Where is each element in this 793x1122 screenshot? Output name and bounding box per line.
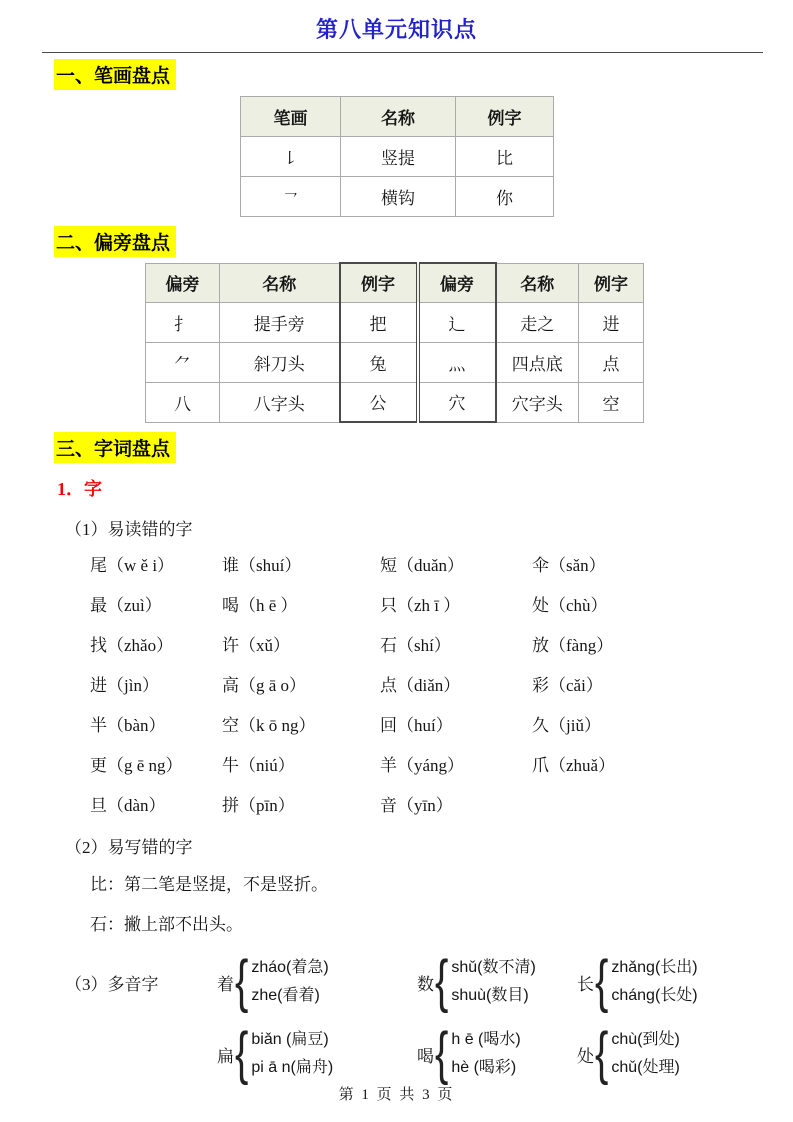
radical-cell: 辶 bbox=[418, 302, 496, 342]
column-header: 名称 bbox=[220, 263, 340, 302]
subsection-zi-heading: 1．字 bbox=[57, 479, 102, 499]
brace-glyph: { bbox=[435, 950, 449, 1014]
brace-glyph: { bbox=[235, 1022, 249, 1086]
polyphone-readings bbox=[451, 954, 535, 1010]
section-3-heading: 三、字词盘点 bbox=[54, 432, 176, 463]
table-row bbox=[241, 137, 554, 177]
radical-name-cell: 斜刀头 bbox=[220, 342, 340, 382]
word-item: 最（zuì） bbox=[90, 596, 162, 615]
word-item: 伞（sǎn） bbox=[532, 556, 606, 575]
radical-name-cell: 四点底 bbox=[496, 342, 579, 382]
polyphone-char: 长 bbox=[577, 974, 594, 994]
word-item: 音（yīn） bbox=[380, 796, 453, 815]
reading-top: zháo(着急) bbox=[251, 959, 329, 976]
example-char-cell: 公 bbox=[340, 382, 418, 422]
word-item: 彩（cǎi） bbox=[532, 676, 603, 695]
column-header: 名称 bbox=[341, 97, 456, 137]
reading-bottom: pi ā n(扁舟) bbox=[251, 1059, 334, 1076]
section-1-heading: 一、笔画盘点 bbox=[54, 59, 176, 90]
polyphone-readings bbox=[251, 954, 328, 1010]
polyphone-group bbox=[417, 1022, 577, 1086]
stroke-table bbox=[240, 96, 554, 217]
polyphone-char: 扁 bbox=[217, 1046, 234, 1066]
reading-bottom: hè (喝彩) bbox=[451, 1059, 517, 1076]
radical-name-cell: 穴字头 bbox=[496, 382, 579, 422]
radical-cell: 扌 bbox=[146, 302, 220, 342]
word-item: 点（diǎn） bbox=[380, 676, 461, 695]
table-row bbox=[146, 302, 644, 342]
stroke-name-cell: 竖提 bbox=[341, 137, 456, 177]
section-1 bbox=[57, 59, 757, 90]
reading-bottom: zhe(看着) bbox=[251, 987, 320, 1004]
title-divider bbox=[42, 52, 763, 53]
column-header: 例字 bbox=[456, 97, 554, 137]
polyphone-group bbox=[217, 1022, 417, 1086]
example-char-cell: 空 bbox=[579, 382, 644, 422]
word-item: 放（fàng） bbox=[532, 636, 614, 655]
page-number: 第 1 页 共 3 页 bbox=[338, 1087, 455, 1103]
column-header: 笔画 bbox=[241, 97, 341, 137]
stroke-glyph-cell: ㇙ bbox=[241, 137, 341, 177]
example-char-cell: 兔 bbox=[340, 342, 418, 382]
word-item: 找（zhǎo） bbox=[90, 636, 174, 655]
polyphone-readings bbox=[251, 1026, 333, 1082]
radical-cell: 穴 bbox=[418, 382, 496, 422]
brace-glyph: { bbox=[435, 1022, 449, 1086]
brace-glyph: { bbox=[595, 950, 609, 1014]
column-header: 名称 bbox=[496, 263, 579, 302]
polyphone-readings bbox=[451, 1026, 520, 1082]
example-char-cell: 把 bbox=[340, 302, 418, 342]
word-item: 许（xǔ） bbox=[222, 636, 290, 655]
word-item: 半（bàn） bbox=[90, 716, 166, 735]
word-item: 空（k ō ng） bbox=[222, 716, 316, 735]
reading-top: shǔ(数不清) bbox=[451, 959, 536, 976]
word-item: 谁（shuí） bbox=[222, 556, 302, 575]
radical-name-cell: 走之 bbox=[496, 302, 579, 342]
misspell-note: 石：撇上部不出头。 bbox=[90, 915, 243, 934]
example-char-cell: 比 bbox=[456, 137, 554, 177]
word-item: 牛（niú） bbox=[222, 756, 295, 775]
word-item: 羊（yáng） bbox=[380, 756, 465, 775]
radical-name-cell: 八字头 bbox=[220, 382, 340, 422]
polyphone-group bbox=[417, 950, 577, 1014]
example-char-cell: 你 bbox=[456, 177, 554, 217]
polyphone-char: 着 bbox=[217, 974, 234, 994]
radical-name-cell: 提手旁 bbox=[220, 302, 340, 342]
table-row bbox=[146, 382, 644, 422]
reading-top: zhǎng(长出) bbox=[611, 959, 698, 976]
easy-misread-word-grid bbox=[90, 552, 757, 819]
polyphone-readings bbox=[611, 1026, 679, 1082]
brace-glyph: { bbox=[235, 950, 249, 1014]
polyphone-readings bbox=[611, 954, 697, 1010]
polyphone-char: 喝 bbox=[417, 1046, 434, 1066]
radical-table bbox=[145, 262, 644, 423]
word-item: 处（chù） bbox=[532, 596, 608, 615]
page-content bbox=[0, 59, 793, 1086]
section-2-heading: 二、偏旁盘点 bbox=[54, 226, 176, 257]
part3-label: （3）多音字 bbox=[65, 974, 159, 994]
reading-top: chù(到处) bbox=[611, 1031, 680, 1048]
column-header: 偏旁 bbox=[146, 263, 220, 302]
reading-bottom: chǔ(处理) bbox=[611, 1059, 680, 1076]
page-title: 第八单元知识点 bbox=[315, 17, 477, 42]
stroke-glyph-cell: ㇖ bbox=[241, 177, 341, 217]
word-item: 只（zh ī ） bbox=[380, 596, 461, 615]
word-item: 短（duǎn） bbox=[380, 556, 465, 575]
stroke-name-cell: 横钩 bbox=[341, 177, 456, 217]
part2-label: （2）易写错的字 bbox=[65, 838, 193, 857]
radical-cell: 灬 bbox=[418, 342, 496, 382]
polyphone-char: 处 bbox=[577, 1046, 594, 1066]
reading-top: biǎn (扁豆) bbox=[251, 1031, 329, 1048]
reading-bottom: shuù(数目) bbox=[451, 987, 529, 1004]
brace-glyph: { bbox=[595, 1022, 609, 1086]
stroke-table-header-row bbox=[241, 97, 554, 137]
radical-cell: ⺈ bbox=[146, 342, 220, 382]
section-2 bbox=[57, 226, 757, 257]
word-item: 旦（dàn） bbox=[90, 796, 166, 815]
example-char-cell: 进 bbox=[579, 302, 644, 342]
word-item: 进（jìn） bbox=[90, 676, 159, 695]
table-row bbox=[146, 342, 644, 382]
part1-label: （1）易读错的字 bbox=[65, 520, 193, 539]
column-header: 例字 bbox=[340, 263, 418, 302]
word-item: 久（jiǔ） bbox=[532, 716, 601, 735]
misspell-note: 比：第二笔是竖提，不是竖折。 bbox=[90, 875, 328, 894]
column-header: 偏旁 bbox=[418, 263, 496, 302]
polyphone-group bbox=[577, 950, 757, 1014]
reading-top: h ē (喝水) bbox=[451, 1031, 521, 1048]
example-char-cell: 点 bbox=[579, 342, 644, 382]
word-item: 石（shí） bbox=[380, 636, 451, 655]
polyphone-group bbox=[217, 950, 417, 1014]
word-item: 喝（h ē ） bbox=[222, 596, 298, 615]
section-3 bbox=[57, 432, 757, 463]
reading-bottom: cháng(长处) bbox=[611, 987, 698, 1004]
polyphone-char: 数 bbox=[417, 974, 434, 994]
word-item: 高（g ā o） bbox=[222, 676, 307, 695]
table-row bbox=[241, 177, 554, 217]
word-item: 尾（w ě i） bbox=[90, 556, 175, 575]
word-item: 拼（pīn） bbox=[222, 796, 295, 815]
radical-table-header-row bbox=[146, 263, 644, 302]
polyphone-section bbox=[65, 950, 757, 1086]
word-item: 爪（zhuǎ） bbox=[532, 756, 616, 775]
word-item: 更（g ē ng） bbox=[90, 756, 183, 775]
radical-cell: 八 bbox=[146, 382, 220, 422]
polyphone-group bbox=[577, 1022, 757, 1086]
column-header: 例字 bbox=[579, 263, 644, 302]
word-item: 回（huí） bbox=[380, 716, 453, 735]
